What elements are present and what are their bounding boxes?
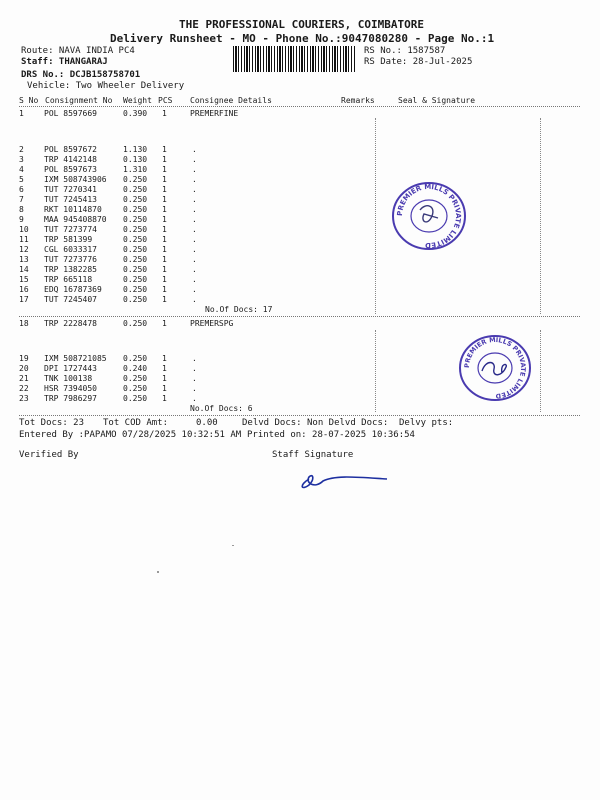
seal-divider-2 xyxy=(540,330,541,412)
row-pcs: 1 xyxy=(162,319,167,328)
row-sno: 6 xyxy=(19,185,24,194)
speck xyxy=(232,545,234,546)
row-consignment: MAA 945408870 xyxy=(44,215,107,224)
row-pcs: 1 xyxy=(162,109,167,118)
printed-on: Printed on: 28-07-2025 10:36:54 xyxy=(247,430,415,440)
row-pcs: 1 xyxy=(162,285,167,294)
col-pcs: PCS xyxy=(158,96,173,105)
row-consignment: TUT 7273776 xyxy=(44,255,97,264)
row-weight: 0.250 xyxy=(123,285,148,294)
row-consignee-mark: . xyxy=(192,265,197,274)
row-consignee-mark: . xyxy=(192,225,197,234)
row-weight: 1.130 xyxy=(123,145,148,154)
row-sno: 22 xyxy=(19,384,29,393)
row-consignment: TUT 7245413 xyxy=(44,195,97,204)
row-sno: 7 xyxy=(19,195,24,204)
remarks-divider-1 xyxy=(375,118,376,314)
row-consignment: RKT 10114870 xyxy=(44,205,102,214)
group-divider xyxy=(19,316,580,317)
row-consignee-mark: . xyxy=(192,364,197,373)
row-sno: 1 xyxy=(19,109,24,118)
total-cod-value: 0.00 xyxy=(196,418,218,428)
row-pcs: 1 xyxy=(162,384,167,393)
seal-text: PREMIER MILLS PRIVATE LIMITED xyxy=(395,182,463,250)
row-sno: 19 xyxy=(19,354,29,363)
col-consignment: Consignment No xyxy=(45,96,113,105)
row-pcs: 1 xyxy=(162,205,167,214)
row-consignee-mark: . xyxy=(192,285,197,294)
row-sno: 8 xyxy=(19,205,24,214)
non-delivered-docs: Non Delvd Docs: xyxy=(307,418,389,428)
row-sno: 18 xyxy=(19,319,29,328)
speck xyxy=(157,571,159,573)
verified-by-label: Verified By xyxy=(19,450,79,460)
row-consignment: POL 8597669 xyxy=(44,109,97,118)
consignee-name: PREMERSPG xyxy=(190,319,234,328)
row-weight: 0.250 xyxy=(123,275,148,284)
row-weight: 0.250 xyxy=(123,265,148,274)
row-consignment: IXM 508743906 xyxy=(44,175,107,184)
row-pcs: 1 xyxy=(162,185,167,194)
row-sno: 20 xyxy=(19,364,29,373)
total-cod-label: Tot COD Amt: xyxy=(103,418,169,428)
header-divider xyxy=(19,106,580,107)
row-consignee-mark: . xyxy=(192,175,197,184)
company-name: THE PROFESSIONAL COURIERS, COIMBATORE xyxy=(179,18,425,31)
row-pcs: 1 xyxy=(162,145,167,154)
row-pcs: 1 xyxy=(162,165,167,174)
row-sno: 15 xyxy=(19,275,29,284)
row-pcs: 1 xyxy=(162,155,167,164)
row-consignment: TRP 2228478 xyxy=(44,319,97,328)
row-sno: 21 xyxy=(19,374,29,383)
row-sno: 13 xyxy=(19,255,29,264)
row-weight: 0.250 xyxy=(123,185,148,194)
row-consignee-mark: . xyxy=(192,295,197,304)
totals-divider xyxy=(19,415,580,416)
row-consignee-mark: . xyxy=(192,235,197,244)
consignee-name: PREMERFINE xyxy=(190,109,239,118)
row-consignee-mark: . xyxy=(192,205,197,214)
row-sno: 4 xyxy=(19,165,24,174)
row-consignee-mark: . xyxy=(192,245,197,254)
row-pcs: 1 xyxy=(162,295,167,304)
vehicle-label: Vehicle: Two Wheeler Delivery xyxy=(27,81,185,91)
row-sno: 10 xyxy=(19,225,29,234)
row-consignee-mark: . xyxy=(192,354,197,363)
row-consignment: TUT 7273774 xyxy=(44,225,97,234)
row-weight: 0.240 xyxy=(123,364,148,373)
row-consignee-mark: . xyxy=(192,394,197,403)
row-pcs: 1 xyxy=(162,265,167,274)
row-pcs: 1 xyxy=(162,215,167,224)
entered-by: Entered By :PAPAMO 07/28/2025 10:32:51 AM xyxy=(19,430,242,440)
row-weight: 0.130 xyxy=(123,155,148,164)
seal-divider-1 xyxy=(540,118,541,314)
route-label: Route: NAVA INDIA PC4 xyxy=(21,46,135,56)
delivered-docs: Delvd Docs: xyxy=(242,418,302,428)
row-pcs: 1 xyxy=(162,235,167,244)
row-weight: 0.250 xyxy=(123,215,148,224)
row-weight: 0.250 xyxy=(123,319,148,328)
row-consignee-mark: . xyxy=(192,165,197,174)
row-sno: 2 xyxy=(19,145,24,154)
row-consignee-mark: . xyxy=(192,195,197,204)
row-weight: 0.250 xyxy=(123,374,148,383)
rs-date: RS Date: 28-Jul-2025 xyxy=(364,57,473,67)
row-weight: 0.250 xyxy=(123,235,148,244)
row-consignee-mark: . xyxy=(192,384,197,393)
staff-signature xyxy=(295,465,395,495)
row-sno: 23 xyxy=(19,394,29,403)
row-consignee-mark: . xyxy=(192,374,197,383)
row-sno: 16 xyxy=(19,285,29,294)
row-consignment: TNK 100138 xyxy=(44,374,93,383)
row-weight: 0.250 xyxy=(123,295,148,304)
row-weight: 0.250 xyxy=(123,255,148,264)
row-pcs: 1 xyxy=(162,245,167,254)
row-consignment: EDQ 16787369 xyxy=(44,285,102,294)
row-consignee-mark: . xyxy=(192,215,197,224)
row-consignment: TRP 1382285 xyxy=(44,265,97,274)
row-consignment: POL 8597673 xyxy=(44,165,97,174)
row-weight: 0.250 xyxy=(123,205,148,214)
col-consignee: Consignee Details xyxy=(190,96,272,105)
row-sno: 3 xyxy=(19,155,24,164)
row-consignment: TRP 7986297 xyxy=(44,394,97,403)
row-weight: 0.250 xyxy=(123,225,148,234)
company-seal-1 xyxy=(390,180,468,252)
row-pcs: 1 xyxy=(162,175,167,184)
row-consignment: TRP 4142148 xyxy=(44,155,97,164)
row-weight: 1.310 xyxy=(123,165,148,174)
col-remarks: Remarks xyxy=(341,96,375,105)
row-weight: 0.250 xyxy=(123,394,148,403)
row-consignee-mark: . xyxy=(192,275,197,284)
row-pcs: 1 xyxy=(162,275,167,284)
company-seal-2 xyxy=(456,333,534,403)
row-consignee-mark: . xyxy=(192,185,197,194)
row-pcs: 1 xyxy=(162,394,167,403)
row-sno: 14 xyxy=(19,265,29,274)
row-consignee-mark: . xyxy=(192,145,197,154)
row-weight: 0.390 xyxy=(123,109,148,118)
seal-text: PREMIER MILLS PRIVATE LIMITED xyxy=(462,335,528,401)
row-pcs: 1 xyxy=(162,255,167,264)
row-sno: 11 xyxy=(19,235,29,244)
row-sno: 17 xyxy=(19,295,29,304)
runsheet-title: Delivery Runsheet - MO - Phone No.:9047080280 - Page No.:1 xyxy=(110,32,495,45)
row-pcs: 1 xyxy=(162,195,167,204)
row-sno: 5 xyxy=(19,175,24,184)
row-weight: 0.250 xyxy=(123,195,148,204)
row-sno: 12 xyxy=(19,245,29,254)
row-consignment: TRP 665118 xyxy=(44,275,93,284)
row-pcs: 1 xyxy=(162,225,167,234)
row-pcs: 1 xyxy=(162,374,167,383)
barcode xyxy=(233,46,355,72)
row-consignment: DPI 1727443 xyxy=(44,364,97,373)
row-sno: 9 xyxy=(19,215,24,224)
row-pcs: 1 xyxy=(162,354,167,363)
col-weight: Weight xyxy=(123,96,152,105)
row-consignment: HSR 7394050 xyxy=(44,384,97,393)
row-consignee-mark: . xyxy=(192,155,197,164)
row-consignment: POL 8597672 xyxy=(44,145,97,154)
col-sno: S No xyxy=(19,96,39,105)
row-consignee-mark: . xyxy=(192,255,197,264)
row-weight: 0.250 xyxy=(123,354,148,363)
row-weight: 0.250 xyxy=(123,245,148,254)
row-weight: 0.250 xyxy=(123,384,148,393)
docs-count: No.Of Docs: 6 xyxy=(190,404,253,413)
staff-label: Staff: THANGARAJ xyxy=(21,57,108,67)
row-pcs: 1 xyxy=(162,364,167,373)
col-seal-signature: Seal & Signature xyxy=(398,96,476,105)
total-docs: Tot Docs: 23 xyxy=(19,418,85,428)
row-consignment: TRP 581399 xyxy=(44,235,93,244)
docs-count: No.Of Docs: 17 xyxy=(205,305,273,314)
drs-number: DRS No.: DCJB158758701 xyxy=(21,70,141,80)
row-consignment: CGL 6033317 xyxy=(44,245,97,254)
row-weight: 0.250 xyxy=(123,175,148,184)
remarks-divider-2 xyxy=(375,330,376,412)
rs-number: RS No.: 1587587 xyxy=(364,46,446,56)
row-consignment: IXM 508721085 xyxy=(44,354,107,363)
row-consignment: TUT 7270341 xyxy=(44,185,97,194)
staff-signature-label: Staff Signature xyxy=(272,450,354,460)
row-consignment: TUT 7245407 xyxy=(44,295,97,304)
delivery-points: Delvy pts: xyxy=(399,418,454,428)
